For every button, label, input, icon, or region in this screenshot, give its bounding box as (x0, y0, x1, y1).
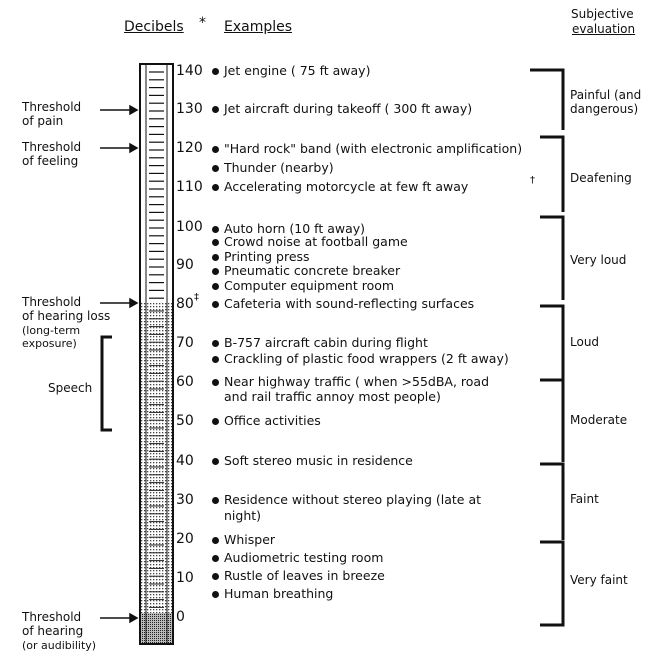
example-item: Auto horn (10 ft away) (224, 221, 366, 236)
example-item: Near highway traffic ( when >55dBA, road (224, 374, 490, 389)
evaluation-moderate: Moderate (570, 413, 628, 427)
tick-120: 120 (176, 140, 203, 156)
example-item: Office activities (224, 413, 321, 428)
example-item-continued: and rail traffic annoy most people) (224, 389, 441, 404)
tick-110: 110 (176, 179, 203, 195)
subjective-header-line2: evaluation (572, 22, 636, 36)
tick-30: 30 (176, 492, 194, 508)
tick-80: 80 (176, 296, 194, 312)
tick-130: 130 (176, 101, 203, 117)
threshold-pain-line2: of pain (22, 114, 64, 128)
speech-label: Speech (48, 381, 93, 395)
example-item: Rustle of leaves in breeze (224, 568, 385, 583)
tick-0: 0 (176, 609, 185, 625)
threshold-hearing-loss-line4: exposure) (22, 337, 77, 350)
example-item: Jet engine ( 75 ft away) (224, 63, 371, 78)
tick-70: 70 (176, 335, 194, 351)
example-item: Whisper (224, 532, 276, 547)
example-dagger: † (530, 175, 535, 186)
example-item: Crowd noise at football game (224, 234, 408, 249)
tick-10: 10 (176, 570, 194, 586)
evaluation-very-faint: Very faint (570, 573, 628, 587)
decibels-asterisk: * (199, 15, 206, 31)
threshold-feeling-line1: Threshold (22, 140, 82, 154)
evaluation-painful-line2: dangerous) (570, 102, 639, 116)
example-item: B-757 aircraft cabin during flight (224, 335, 428, 350)
example-item: Printing press (224, 249, 310, 264)
tick-80-mark: ‡ (194, 292, 199, 303)
tick-140: 140 (176, 63, 203, 79)
evaluation-painful-line1: Painful (and (570, 88, 642, 102)
subjective-header-line1: Subjective (571, 7, 634, 21)
threshold-hearing-line3: (or audibility) (22, 639, 97, 652)
example-item-continued: night) (224, 508, 262, 523)
threshold-hearing-line2: of hearing (22, 624, 84, 638)
evaluation-loud: Loud (570, 335, 600, 349)
tick-100: 100 (176, 219, 203, 235)
evaluation-very-loud: Very loud (570, 253, 627, 267)
example-item: "Hard rock" band (with electronic amplification) (224, 141, 523, 156)
examples-header: Examples (224, 19, 293, 35)
example-item: Accelerating motorcycle at few ft away (224, 179, 469, 194)
threshold-feeling-line2: of feeling (22, 154, 79, 168)
example-item: Crackling of plastic food wrappers (2 ft away) (224, 351, 509, 366)
tick-50: 50 (176, 413, 194, 429)
tick-20: 20 (176, 531, 194, 547)
threshold-pain-line1: Threshold (22, 100, 82, 114)
example-item: Audiometric testing room (224, 550, 384, 565)
example-item: Pneumatic concrete breaker (224, 263, 401, 278)
example-item: Cafeteria with sound-reflecting surfaces (224, 296, 475, 311)
tick-90: 90 (176, 257, 194, 273)
threshold-hearing-loss-line1: Threshold (22, 295, 82, 309)
tick-60: 60 (176, 374, 194, 390)
threshold-hearing-loss-line3: (long-term (22, 324, 81, 337)
example-item: Computer equipment room (224, 278, 395, 293)
example-item: Soft stereo music in residence (224, 453, 413, 468)
evaluation-faint: Faint (570, 492, 599, 506)
example-item: Residence without stereo playing (late at (224, 492, 482, 507)
threshold-hearing-loss-line2: of hearing loss (22, 309, 111, 323)
evaluation-deafening: Deafening (570, 171, 632, 185)
decibels-header: Decibels (124, 19, 184, 35)
tick-40: 40 (176, 453, 194, 469)
example-item: Thunder (nearby) (224, 160, 334, 175)
example-item: Human breathing (224, 586, 334, 601)
threshold-hearing-line1: Threshold (22, 610, 82, 624)
example-item: Jet aircraft during takeoff ( 300 ft away) (224, 101, 473, 116)
